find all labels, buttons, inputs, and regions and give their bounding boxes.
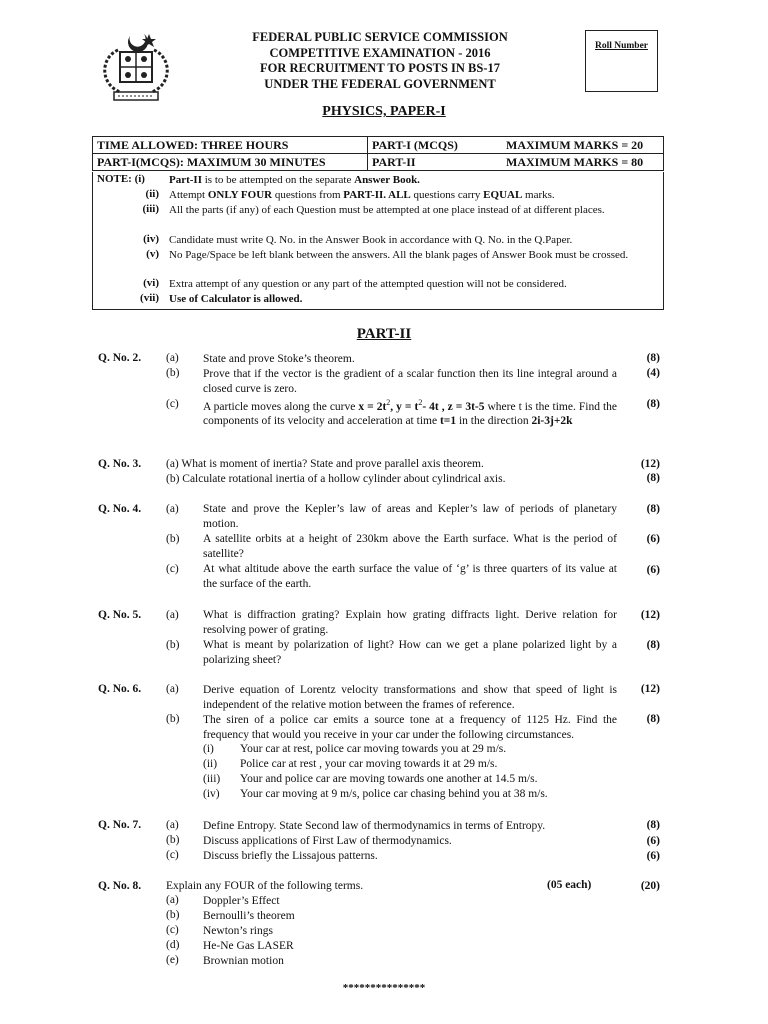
part-marks: (6)	[646, 850, 660, 862]
roll-number-label: Roll Number	[594, 41, 649, 51]
question-number: Q. No. 2.	[98, 352, 142, 364]
note-text: is to be attempted on the separate	[202, 174, 355, 186]
note-text: ONLY FOUR	[207, 189, 273, 201]
part1-label-cell: PART-I (MCQS)	[368, 137, 503, 154]
part-label: (a)	[166, 819, 179, 831]
question-number: Q. No. 8.	[98, 880, 142, 892]
note-text: No Page/Space be left blank between the answers. All the blank pages of Answer Book must be crossed.	[169, 249, 629, 261]
term-label: (c)	[166, 924, 179, 936]
note-text: Answer Book.	[354, 174, 420, 186]
pakistan-emblem-icon	[94, 28, 178, 108]
note-text: Part-II	[169, 174, 202, 186]
term-label: (e)	[166, 954, 179, 966]
term-text: Newton’s rings	[203, 925, 273, 937]
commission-header	[200, 30, 560, 92]
paper-title: PHYSICS, PAPER-I	[322, 104, 446, 119]
note-text: EQUAL	[483, 189, 523, 201]
part-label: (b)	[166, 713, 180, 725]
part-marks: (4)	[646, 367, 660, 379]
note-number: (vi)	[143, 277, 159, 289]
question-marks: (20)	[640, 880, 660, 892]
header-line-2: COMPETITIVE EXAMINATION - 2016	[269, 45, 491, 60]
note-text: questions from	[272, 189, 344, 201]
part-marks: (8)	[646, 352, 660, 364]
part2-heading: PART-II	[356, 326, 412, 342]
subitem-text: Your car at rest, police car moving towards you at 29 m/s.	[240, 743, 507, 755]
part-label: (b)	[166, 639, 180, 651]
part-marks: (8)	[646, 398, 660, 410]
part-marks: (8)	[646, 472, 660, 484]
part-marks: (8)	[646, 819, 660, 831]
note-text: PART-II. ALL	[343, 189, 411, 201]
note-number: (v)	[146, 248, 159, 260]
subitem-number: (iv)	[203, 788, 220, 800]
marks-each: (05 each)	[547, 879, 592, 891]
note-text: questions carry	[410, 189, 484, 201]
question-number: Q. No. 5.	[98, 609, 142, 621]
term-label: (d)	[166, 939, 180, 951]
part-marks: (12)	[640, 609, 660, 621]
part-label: (b)	[166, 367, 180, 379]
part-marks: (8)	[646, 639, 660, 651]
part2-label-cell: PART-II	[368, 154, 503, 171]
term-label: (b)	[166, 909, 180, 921]
term-label: (a)	[166, 894, 179, 906]
part-text: State and prove Stoke’s theorem.	[203, 353, 355, 365]
subitem-number: (iii)	[203, 773, 221, 785]
subitem-number: (ii)	[203, 758, 218, 770]
part-marks: (8)	[646, 503, 660, 515]
part-marks: (6)	[646, 564, 660, 576]
part-text: Prove that if the vector is the gradient of a scalar function then its line integral around a closed curve is zero.	[203, 368, 617, 395]
part-label: (b)	[166, 533, 180, 545]
part-text: What is meant by polarization of light? How can we get a plane polarized light by a polarizing sheet?	[203, 639, 617, 666]
subitem-number: (i)	[203, 743, 214, 755]
subitem-text: Your car moving at 9 m/s, police car chasing behind you at 38 m/s.	[240, 788, 548, 800]
note-number: (ii)	[145, 188, 159, 200]
roll-number-box	[585, 30, 658, 92]
note-text: Use of Calculator is allowed.	[169, 293, 303, 305]
note-text: All the parts (if any) of each Question must be attempted at one place instead of at different places.	[169, 204, 605, 216]
part-text: State and prove the Kepler’s law of areas and Kepler’s law of periods of planetary motion.	[203, 503, 617, 530]
part-text: A particle moves along the curve $x = 2t^2$, $y = t^2-$ 4t , z = 3t-5 where t is the time. Find the components of its velocity and acceleration at time t=1 in the direction 2i-3j+2k	[203, 398, 618, 428]
part-text: At what altitude above the earth surface the value of ‘g’ is three quarters of its value at the surface of the earth.	[203, 563, 617, 590]
part-label: (a)	[166, 609, 179, 621]
part-text: (a) What is moment of inertia? State and prove parallel axis theorem.	[166, 458, 484, 470]
note-number: (iv)	[143, 233, 159, 245]
part-marks: (6)	[646, 835, 660, 847]
part-label: (a)	[166, 352, 179, 364]
end-marker: ***************	[342, 982, 426, 994]
part1-marks-cell: MAXIMUM MARKS = 20	[502, 137, 664, 154]
part-label: (c)	[166, 563, 179, 575]
part-label: (b)	[166, 834, 180, 846]
time-allowed-cell: TIME ALLOWED: THREE HOURS	[93, 137, 368, 154]
mcqs-time-cell: PART-I(MCQS): MAXIMUM 30 MINUTES	[93, 154, 368, 171]
part-label: (c)	[166, 849, 179, 861]
note-text: marks.	[522, 189, 555, 201]
question-intro: Explain any FOUR of the following terms.	[166, 880, 364, 892]
question-number: Q. No. 4.	[98, 503, 142, 515]
part-text: Discuss applications of First Law of thermodynamics.	[203, 835, 452, 847]
term-text: Bernoulli’s theorem	[203, 910, 295, 922]
part-marks: (12)	[640, 458, 660, 470]
question-number: Q. No. 3.	[98, 458, 142, 470]
part-text: Define Entropy. State Second law of thermodynamics in terms of Entropy.	[203, 820, 546, 832]
note-text: Attempt	[169, 189, 208, 201]
part-text: The siren of a police car emits a source tone at a frequency of 1125 Hz. Find the frequency that would you receive in your car under the following circumstances.	[203, 714, 617, 741]
part-label: (c)	[166, 398, 179, 410]
header-line-4: UNDER THE FEDERAL GOVERNMENT	[264, 76, 496, 91]
part2-marks-cell: MAXIMUM MARKS = 80	[502, 154, 664, 171]
term-text: Doppler’s Effect	[203, 895, 280, 907]
note-number: (iii)	[142, 203, 159, 215]
note-text: Candidate must write Q. No. in the Answer Book in accordance with Q. No. in the Q.Paper.	[169, 234, 573, 246]
part-text: A satellite orbits at a height of 230km above the Earth surface. What is the period of satellite?	[203, 533, 617, 560]
question-number: Q. No. 6.	[98, 683, 142, 695]
note-text: Extra attempt of any question or any part of the attempted question will not be considered.	[169, 278, 567, 290]
part-label: (a)	[166, 503, 179, 515]
part-marks: (8)	[646, 713, 660, 725]
term-text: He-Ne Gas LASER	[203, 940, 294, 952]
part-text: Derive equation of Lorentz velocity transformations and show that speed of light is independent of the relative motion between the frames of reference.	[203, 684, 617, 711]
part-marks: (12)	[640, 683, 660, 695]
header-line-3: FOR RECRUITMENT TO POSTS IN BS-17	[260, 61, 500, 75]
note-number: NOTE: (i)	[97, 173, 145, 185]
part-text: (b) Calculate rotational inertia of a hollow cylinder about cylindrical axis.	[166, 473, 506, 485]
subitem-text: Your and police car are moving towards one another at 14.5 m/s.	[240, 773, 538, 785]
subitem-text: Police car at rest , your car moving towards it at 29 m/s.	[240, 758, 498, 770]
instructions-box	[92, 172, 664, 310]
term-text: Brownian motion	[203, 955, 284, 967]
part-marks: (6)	[646, 533, 660, 545]
part-label: (a)	[166, 683, 179, 695]
part-text: Discuss briefly the Lissajous patterns.	[203, 850, 378, 862]
note-number: (vii)	[140, 292, 159, 304]
question-number: Q. No. 7.	[98, 819, 142, 831]
part-text: What is diffraction grating? Explain how grating diffracts light. Derive relation for resolving power of grating.	[203, 609, 617, 636]
time-marks-table	[92, 136, 664, 171]
header-line-1: FEDERAL PUBLIC SERVICE COMMISSION	[252, 30, 508, 44]
